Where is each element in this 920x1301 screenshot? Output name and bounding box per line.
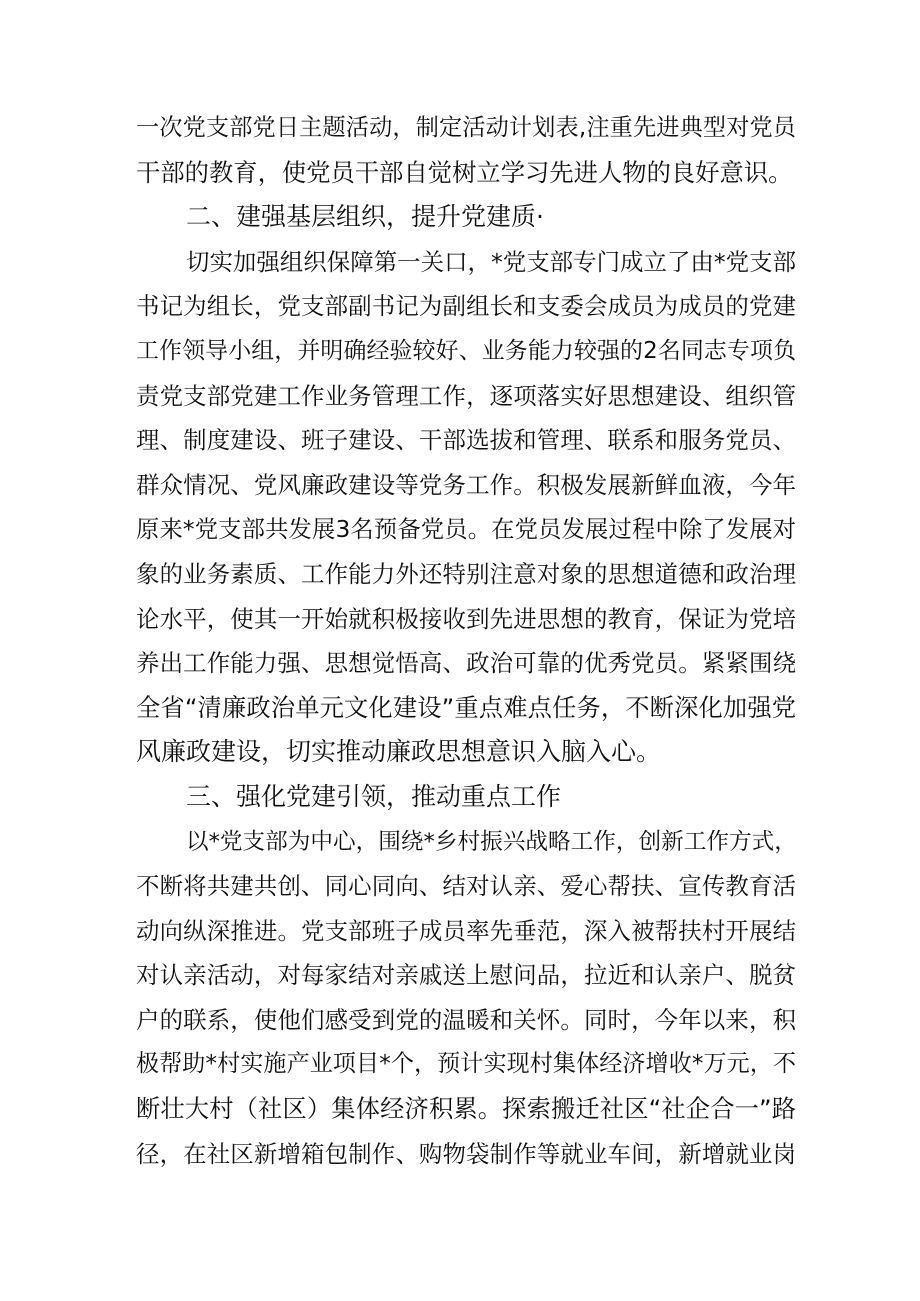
text-line-6: 工作领导小组，并明确经验较好、业务能力较强的2名同志专项负: [136, 337, 796, 364]
text-line-14: 全省“清廉政治单元文化建设”重点难点任务，不断深化加强党: [136, 692, 796, 722]
text-line-17: 以*党支部为中心，围绕*乡村振兴战略工作，创新工作方式，: [186, 828, 797, 855]
section-heading-2: 二、建强基层组织，提升党建质·: [186, 202, 544, 232]
text-line-19: 动向纵深推进。党支部班子成员率先垂范，深入被帮扶村开展结: [136, 916, 796, 945]
text-line-1: 一次党支部党日主题活动，制定活动计划表,注重先进典型对党员: [136, 114, 796, 141]
text-line-7: 责党支部党建工作业务管理工作，逐项落实好思想建设、组织管: [136, 381, 796, 410]
text-line-5: 书记为组长，党支部副书记为副组长和支委会成员为成员的党建: [136, 292, 796, 321]
section-heading-3: 三、强化党建引领，推动重点工作: [186, 781, 562, 811]
text-line-21: 户的联系，使他们感受到党的温暖和关怀。同时，今年以来，积: [136, 1005, 796, 1034]
text-line-13: 养出工作能力强、思想觉悟高、政治可靠的优秀党员。紧紧围绕: [136, 649, 796, 678]
text-line-11: 象的业务素质、工作能力外还特别注意对象的思想道德和政治理: [136, 559, 796, 588]
text-line-23: 断壮大村（社区）集体经济积累。探索搬迁社区“社企合一”路: [136, 1094, 796, 1124]
text-line-22: 极帮助*村实施产业项目*个，预计实现村集体经济增收*万元，不: [136, 1051, 796, 1078]
document-body: [136, 106, 796, 1176]
text-line-4: 切实加强组织保障第一关口，*党支部专门成立了由*党支部: [186, 247, 796, 276]
text-line-10: 原来*党支部共发展3名预备党员。在党员发展过程中除了发展对: [136, 515, 796, 544]
text-line-15: 风廉政建设，切实推动廉政思想意识入脑入心。: [136, 737, 662, 767]
text-line-8: 理、制度建设、班子建设、干部选拔和管理、联系和服务党员、: [136, 426, 796, 455]
text-line-20: 对认亲活动，对每家结对亲戚送上慰问品，拉近和认亲户、脱贫: [136, 961, 796, 990]
text-line-12: 论水平，使其一开始就积极接收到先进思想的教育，保证为党培: [136, 604, 796, 633]
text-line-2: 干部的教育，使党员干部自觉树立学习先进人物的良好意识。: [136, 157, 793, 187]
text-line-24: 径，在社区新增箱包制作、购物袋制作等就业车间，新增就业岗: [136, 1139, 796, 1168]
text-line-18: 不断将共建共创、同心同向、结对认亲、爱心帮扶、宣传教育活: [136, 872, 796, 901]
text-line-9: 群众情况、党风廉政建设等党务工作。积极发展新鲜血液，今年: [136, 470, 796, 499]
